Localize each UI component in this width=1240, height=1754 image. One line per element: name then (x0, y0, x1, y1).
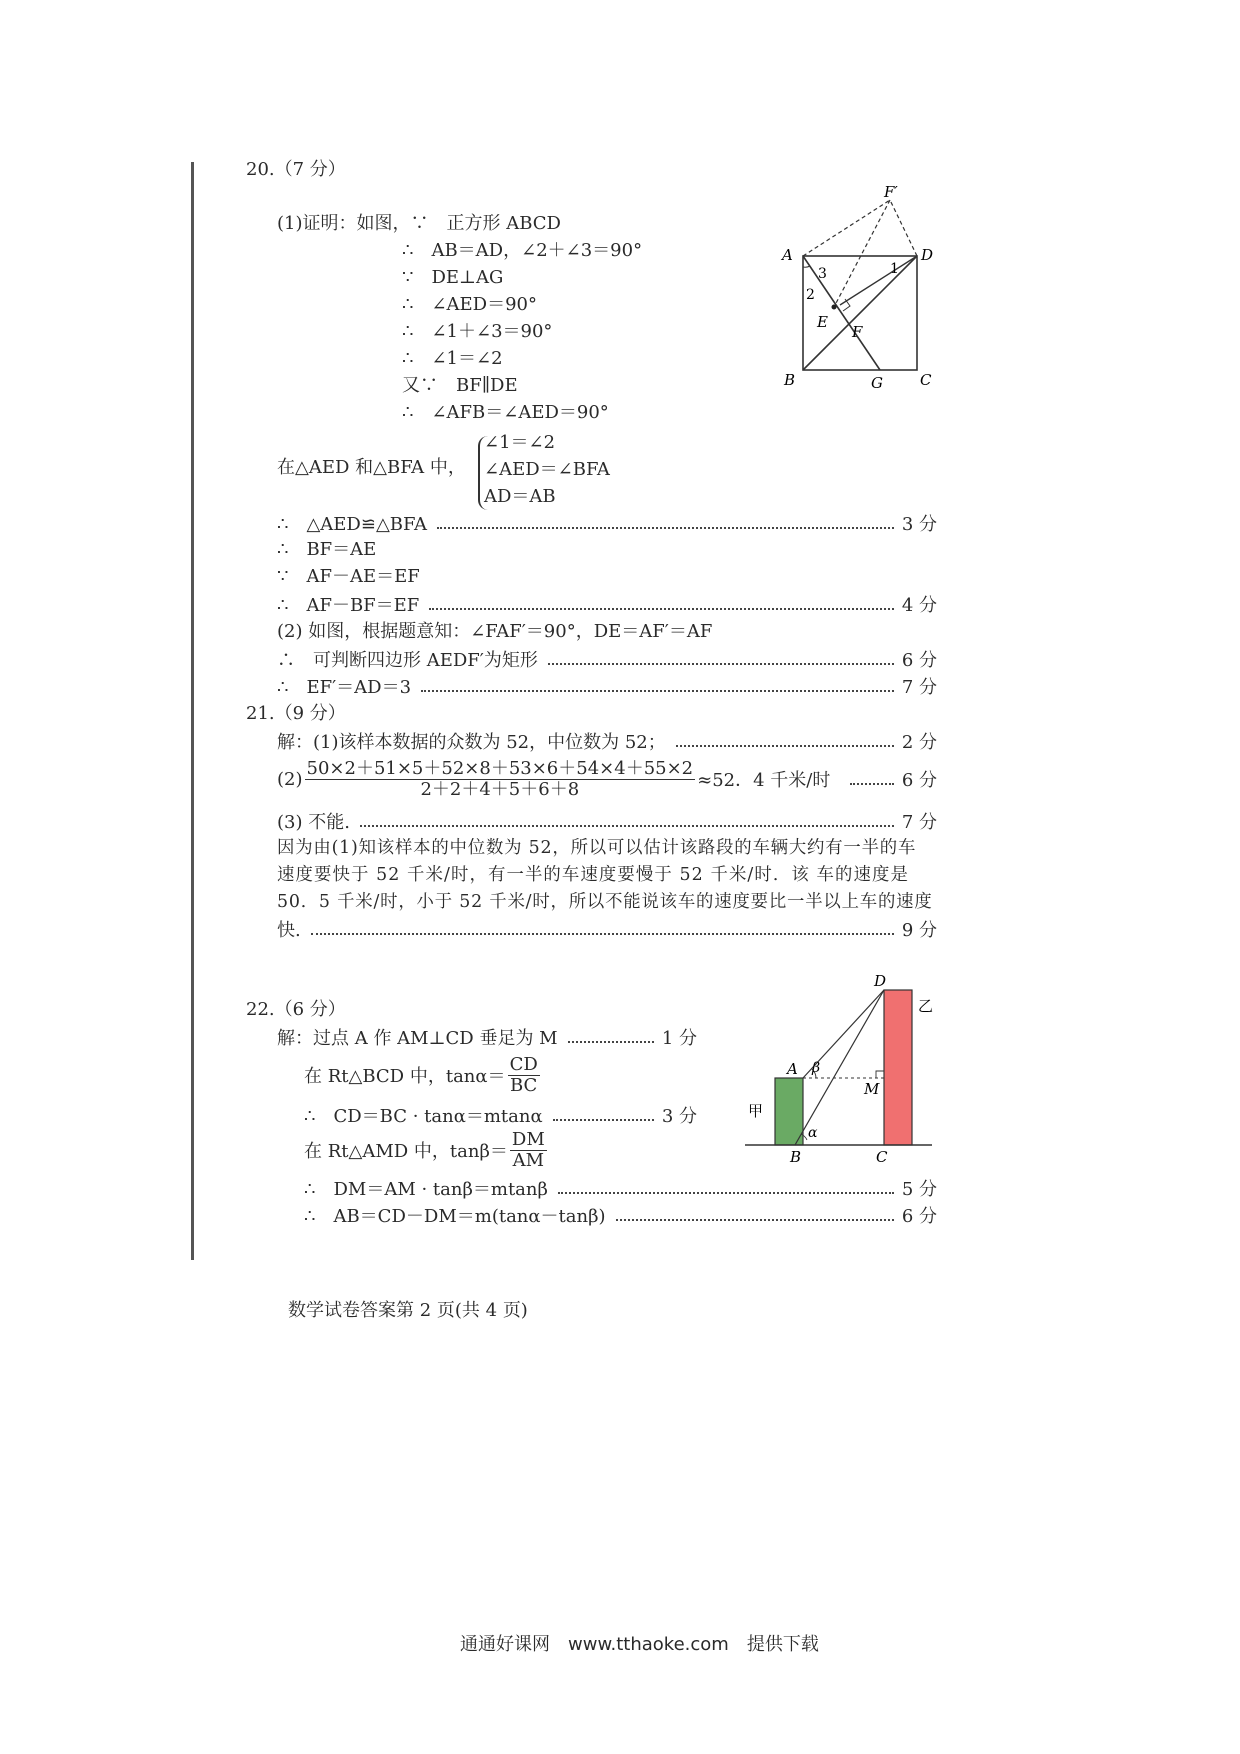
leader-dots (676, 735, 894, 747)
q20-step-2: ∵ DE⊥AG (402, 267, 504, 288)
leader-dots (437, 517, 894, 529)
q21-part3: (3) 不能. (277, 812, 350, 833)
q20-af-bf-row (277, 592, 937, 616)
leader-dots (548, 653, 894, 665)
q20-bf-ae: ∴ BF＝AE (277, 539, 377, 560)
q20-system-2: ∠AED＝∠BFA (484, 459, 610, 480)
q20-rect: ∴ 可判断四边形 AEDF′为矩形 (277, 650, 538, 671)
score-9: 9 分 (901, 920, 937, 941)
label-beta: β (812, 1060, 821, 1076)
leader-dots (429, 598, 894, 610)
margin-rule (191, 162, 194, 1260)
q20-ef-row (277, 674, 937, 698)
q20-part1-intro: (1)证明：如图，∵ 正方形 ABCD (277, 213, 561, 234)
score-2: 2 分 (901, 732, 937, 753)
segment-af-prime (803, 200, 890, 256)
score-7-q21: 7 分 (901, 812, 937, 833)
label-c-q22: C (876, 1148, 888, 1166)
right-angle-mark-m (876, 1071, 884, 1078)
q22-step5-row (304, 1176, 937, 1200)
label-b: B (784, 371, 796, 389)
label-f-prime: F′ (884, 185, 898, 201)
q22-step2-prefix: 在 Rt△BCD 中，tanα＝ (304, 1066, 506, 1087)
site-credit: 通通好课网 www.tthaoke.com 提供下载 (460, 1634, 819, 1655)
q21-part2-result: ≈52．4 千米/时 (697, 770, 831, 791)
q20-heading: 20.（7 分） (246, 159, 346, 180)
score-3: 3 分 (901, 514, 937, 535)
label-d: D (921, 246, 934, 264)
label-yi: 乙 (918, 997, 934, 1015)
q22-step2-row (304, 1052, 542, 1098)
q21-part2-row (277, 756, 937, 802)
segment-bd (795, 990, 884, 1145)
q22-step6-row (304, 1203, 937, 1227)
leader-dots (850, 773, 893, 785)
label-jia: 甲 (748, 1102, 764, 1120)
q22-step4-row (304, 1127, 549, 1173)
q21-reason-line-3: 50．5 千米/时，小于 52 千米/时，所以不能说该车的速度要比一半以上车的速度 (277, 892, 933, 912)
label-angle-3: 3 (818, 266, 827, 282)
q21-reason-line-2: 速度要快于 52 千米/时，有一半的车速度要慢于 52 千米/时．该 车的速度是 (277, 865, 909, 885)
angle-arc (803, 266, 810, 267)
q21-part3-row (277, 809, 937, 833)
q22-heading: 22.（6 分） (246, 999, 346, 1020)
q22-step3: ∴ CD＝BC · tanα＝mtanα (304, 1106, 543, 1127)
q22-step1: 解：过点 A 作 AM⊥CD 垂足为 M (277, 1028, 558, 1049)
label-g: G (871, 374, 883, 392)
score-6-q21: 6 分 (901, 770, 937, 791)
fraction-numerator-dm: DM (511, 1128, 545, 1150)
q20-system-3: AD＝AB (484, 486, 556, 507)
leader-dots (421, 680, 894, 692)
q21-heading: 21.（9 分） (246, 703, 346, 724)
q22-step5: ∴ DM＝AM · tanβ＝mtanβ (304, 1179, 548, 1200)
leader-dots (360, 815, 894, 827)
label-angle-1: 1 (890, 261, 899, 277)
building-yi (884, 990, 912, 1145)
score-7: 7 分 (901, 677, 937, 698)
score-5: 5 分 (901, 1179, 937, 1200)
q20-system-1: ∠1＝∠2 (484, 432, 556, 453)
page-footer: 数学试卷答案第 2 页(共 4 页) (288, 1300, 528, 1321)
label-b-q22: B (790, 1148, 802, 1166)
q20-rect-row (277, 647, 937, 671)
q21-fraction-numerator: 50×2＋51×5＋52×8＋53×6＋54×4＋55×2 (306, 757, 694, 779)
q20-step-1: ∴ AB＝AD，∠2＋∠3＝90° (402, 240, 643, 261)
segment-ag (803, 256, 880, 370)
q20-step-3: ∴ ∠AED＝90° (402, 294, 538, 315)
q21-fraction-denominator: 2＋2＋4＋5＋6＋8 (420, 778, 580, 800)
q21-reason-last-row (277, 917, 937, 941)
q20-congruent-row (277, 511, 937, 535)
fraction-denominator-am: AM (512, 1149, 545, 1171)
building-jia (775, 1078, 803, 1145)
q21-part2-prefix: (2) (277, 768, 303, 790)
right-angle-mark (843, 299, 850, 311)
q20-step-7: ∴ ∠AFB＝∠AED＝90° (402, 402, 609, 423)
q21-reason-last: 快. (277, 920, 301, 941)
leader-dots (311, 923, 894, 935)
score-3-q22: 3 分 (661, 1106, 697, 1127)
q20-step-5: ∴ ∠1＝∠2 (402, 348, 503, 369)
label-e: E (817, 313, 828, 331)
point-e (832, 305, 837, 310)
leader-dots (558, 1182, 894, 1194)
fraction-numerator-cd: CD (509, 1053, 538, 1075)
q21-part1-row (277, 729, 937, 753)
q20-system-prefix: 在△AED 和△BFA 中， (277, 457, 466, 478)
score-6-q22: 6 分 (901, 1206, 937, 1227)
q22-step3-row (304, 1103, 697, 1127)
q20-congruent: ∴ △AED≌△BFA (277, 514, 427, 535)
q22-step6: ∴ AB＝CD－DM＝m(tanα－tanβ) (304, 1206, 606, 1227)
q21-reason-line-1: 因为由(1)知该样本的中位数为 52，所以可以估计该路段的车辆大约有一半的车 (277, 838, 917, 858)
q22-tan-alpha-fraction (508, 1055, 540, 1096)
label-f: F (852, 323, 863, 341)
label-a: A (782, 246, 793, 264)
q20-af-bf: ∴ AF－BF＝EF (277, 595, 420, 616)
label-m: M (864, 1080, 880, 1098)
q20-step-6: 又∵ BF∥DE (402, 375, 518, 396)
q22-buildings-figure (740, 970, 950, 1170)
leader-dots (616, 1209, 894, 1221)
label-a-q22: A (787, 1060, 798, 1078)
segment-de (840, 256, 917, 305)
label-c: C (920, 371, 932, 389)
label-alpha: α (808, 1125, 818, 1141)
leader-dots (553, 1109, 654, 1121)
q21-fraction (305, 759, 696, 800)
score-6: 6 分 (901, 650, 937, 671)
label-d-q22: D (874, 972, 887, 990)
leader-dots (568, 1031, 654, 1043)
q20-ef: ∴ EF′＝AD＝3 (277, 677, 412, 698)
q20-af-ae: ∵ AF－AE＝EF (277, 566, 420, 587)
segment-df-prime (890, 200, 917, 256)
q22-step1-row (277, 1025, 697, 1049)
q20-square-figure (770, 185, 950, 395)
label-angle-2: 2 (806, 287, 815, 303)
q22-tan-beta-fraction (510, 1130, 547, 1171)
q20-part2: (2) 如图，根据题意知：∠FAF′＝90°，DE＝AF′＝AF (277, 621, 713, 642)
q22-step4-prefix: 在 Rt△AMD 中，tanβ＝ (304, 1141, 508, 1162)
q20-step-4: ∴ ∠1＋∠3＝90° (402, 321, 553, 342)
q21-part1: 解：(1)该样本数据的众数为 52，中位数为 52； (277, 732, 666, 753)
score-1: 1 分 (661, 1028, 697, 1049)
fraction-denominator-bc: BC (510, 1074, 538, 1096)
score-4: 4 分 (901, 595, 937, 616)
